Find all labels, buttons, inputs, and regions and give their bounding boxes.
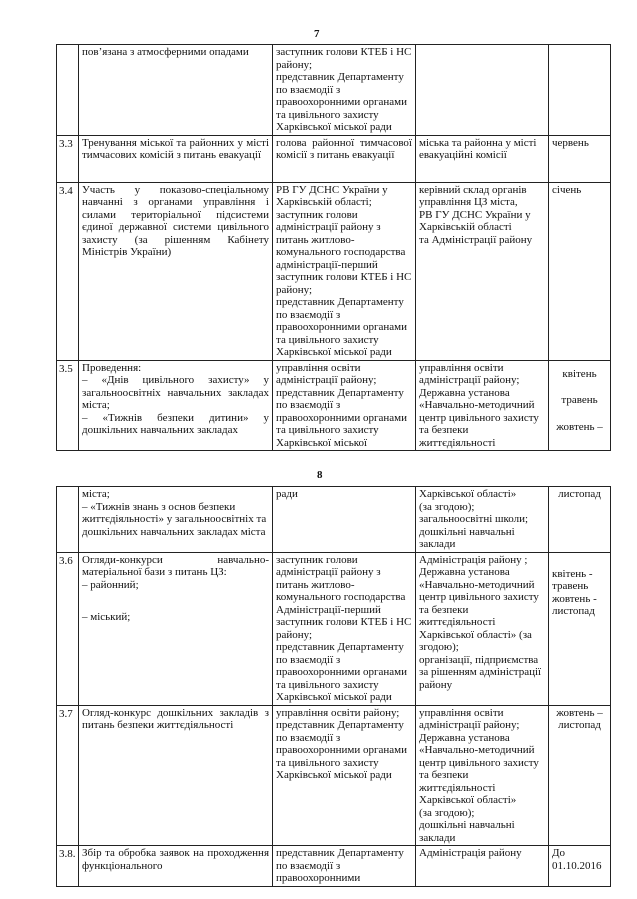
involved-text: Державна установа «Навчально-методичний центр цивільного захисту та безпеки життєдіяльності Харківської області» (за згодою); — [419, 566, 539, 653]
term-text: листопад — [558, 488, 601, 500]
task-text: – міський; — [82, 611, 131, 623]
responsible-text: управління освіти адміністрації району; — [276, 361, 377, 386]
involved-text: Державна установа «Навчально-методичний центр цивільного захисту та безпеки життєдіяльності Харківської області» — [419, 731, 539, 806]
responsible-text: заступник голови КТЕБ і НС району; — [276, 46, 412, 71]
task-cell — [79, 182, 273, 360]
responsible-text: заступник голови адміністрації району з питань житлово-комунального господарства Адміністрації-перший заступник голови КТЕБ і НС району; — [276, 553, 412, 641]
task-text: міста; — [82, 488, 110, 500]
task-text: Тренування міської та районних у місті тимчасових комісій з питань евакуації — [82, 136, 269, 161]
responsible-text: представник Департаменту по взаємодії з правоохоронними — [276, 847, 404, 884]
responsible-text: представник Департаменту по взаємодії з правоохоронними органами та цивільного захисту Харківської міської ради — [276, 296, 407, 358]
responsible-text: заступник голови адміністрації району з питань житлово-комунального господарства адміністрації-перший заступник голови КТЕБ і НС району; — [276, 208, 412, 296]
involved-text: організації, підприємства за рішенням адміністрації району — [419, 653, 542, 691]
table-row — [57, 846, 611, 887]
term-cell — [549, 552, 611, 705]
term-text: листопад — [558, 719, 601, 731]
term-text: січень — [552, 183, 582, 196]
involved-text: управління освіти адміністрації району; — [419, 361, 520, 386]
responsible-text: РВ ГУ ДСНС України у Харківській області; — [276, 183, 388, 208]
responsible-text: представник Департаменту по взаємодії з правоохоронними органами та цивільного захисту Харківської міської ради — [276, 641, 407, 703]
term-text: До — [552, 847, 566, 859]
responsible-cell — [273, 487, 416, 553]
involved-cell — [416, 487, 549, 553]
term-cell — [549, 135, 611, 182]
responsible-cell — [273, 705, 416, 846]
term-cell — [549, 182, 611, 360]
involved-cell — [416, 846, 549, 887]
involved-cell — [416, 135, 549, 182]
term-cell — [549, 45, 611, 136]
responsible-text: представник Департаменту по взаємодії з правоохоронними органами та цивільного захисту Харківської міської — [276, 386, 407, 449]
involved-text: Адміністрація району — [419, 847, 522, 859]
task-text: Огляди-конкурси навчально-матеріальної бази з питань ЦЗ: — [82, 553, 269, 578]
involved-text: (за згодою); — [419, 500, 475, 513]
page-number: 8 — [317, 469, 323, 481]
involved-cell — [416, 705, 549, 846]
task-text: пов’язана з атмосферними опадами — [82, 46, 249, 58]
task-cell — [79, 360, 273, 451]
task-cell — [79, 45, 273, 136]
term-text: квітень - — [552, 567, 593, 580]
involved-text: (за згодою); — [419, 806, 475, 819]
table-row — [57, 45, 611, 136]
responsible-text: представник Департаменту по взаємодії з правоохоронними органами та цивільного захисту Харківської міської ради — [276, 71, 407, 133]
page-number: 7 — [314, 28, 320, 40]
row-number: 3.8. — [57, 846, 79, 887]
task-text: Участь у показово-спеціальному навчанні з органами управління і силами територіальної підсистеми єдиної державної системи цивільного захисту (за рішенням Кабінету Міністрів України) — [82, 183, 269, 258]
responsible-cell — [273, 45, 416, 136]
responsible-cell — [273, 135, 416, 182]
row-number: 3.7 — [57, 705, 79, 846]
involved-cell — [416, 45, 549, 136]
task-cell — [79, 552, 273, 705]
term-cell — [549, 846, 611, 887]
task-text: – районний; — [82, 578, 139, 591]
term-text: травень — [552, 580, 589, 592]
task-text: – «Тижнів безпеки дитини» у дошкільних навчальних закладах — [82, 411, 269, 436]
task-cell — [79, 705, 273, 846]
involved-text: Адміністрація району ; — [419, 553, 528, 566]
involved-text: Державна установа «Навчально-методичний центр цивільного захисту та безпеки життєдіяльності — [419, 386, 539, 449]
row-number: 3.6 — [57, 552, 79, 705]
involved-text: дошкільні навчальні заклади — [419, 819, 515, 844]
responsible-text: представник Департаменту по взаємодії з правоохоронними органами та цивільного захисту Харківської міської ради — [276, 719, 407, 781]
involved-text: дошкільні навчальні заклади — [419, 525, 515, 550]
term-text: травень — [561, 394, 598, 406]
involved-text: Харківської області» — [419, 488, 517, 500]
task-text: Збір та обробка заявок на проходження функціонального — [82, 847, 269, 872]
task-cell — [79, 487, 273, 553]
term-text: квітень — [562, 367, 597, 380]
plan-table — [56, 486, 611, 887]
table-row — [57, 360, 611, 451]
term-text: жовтень – — [556, 420, 603, 433]
involved-text: РВ ГУ ДСНС України у Харківській області — [419, 208, 531, 233]
table-row — [57, 487, 611, 553]
responsible-cell — [273, 552, 416, 705]
involved-cell — [416, 552, 549, 705]
responsible-text: голова районної тимчасової комісії з питань евакуації — [276, 136, 412, 161]
task-cell — [79, 846, 273, 887]
row-number: 3.4 — [57, 182, 79, 360]
term-cell — [549, 705, 611, 846]
task-cell — [79, 135, 273, 182]
table-row — [57, 552, 611, 705]
task-text: – «Тижнів знань з основ безпеки життєдіяльності» у загальноосвітніх та дошкільних навчальних закладах міста — [82, 500, 267, 538]
responsible-text: ради — [276, 488, 298, 500]
task-text: Проведення: — [82, 361, 142, 374]
term-text: листопад — [552, 605, 595, 617]
involved-text: керівний склад органів управління ЦЗ міста, — [419, 183, 527, 208]
term-cell — [549, 360, 611, 451]
term-text: 01.10.2016 — [552, 859, 602, 872]
responsible-cell — [273, 846, 416, 887]
plan-table — [56, 44, 611, 451]
responsible-text: управління освіти району; — [276, 706, 400, 719]
term-text: жовтень – — [556, 706, 603, 719]
responsible-cell — [273, 182, 416, 360]
involved-text: та Адміністрації району — [419, 233, 533, 246]
table-row — [57, 135, 611, 182]
term-text: жовтень - — [552, 592, 597, 605]
involved-text: загальноосвітні школи; — [419, 513, 529, 525]
involved-cell — [416, 182, 549, 360]
table-row — [57, 182, 611, 360]
row-number — [57, 487, 79, 553]
table-row — [57, 705, 611, 846]
term-cell — [549, 487, 611, 553]
task-text: – «Днів цивільного захисту» у загальноосвітніх навчальних закладах міста; — [82, 374, 269, 411]
involved-text: управління освіти адміністрації району; — [419, 706, 520, 731]
row-number: 3.5 — [57, 360, 79, 451]
row-number: 3.3 — [57, 135, 79, 182]
involved-cell — [416, 360, 549, 451]
involved-text: міська та районна у місті евакуаційні комісії — [419, 136, 537, 161]
row-number — [57, 45, 79, 136]
responsible-cell — [273, 360, 416, 451]
task-text: Огляд-конкурс дошкільних закладів з питань безпеки життєдіяльності — [82, 706, 269, 731]
term-text: червень — [552, 136, 589, 149]
